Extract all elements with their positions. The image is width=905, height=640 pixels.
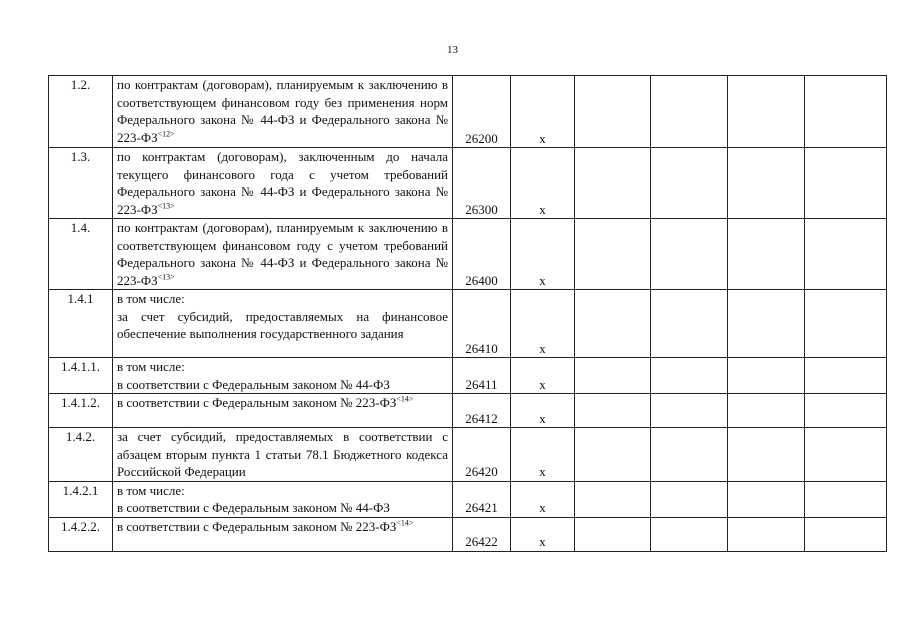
row-description — [113, 219, 453, 290]
row-prefix: в том числе: — [117, 482, 185, 498]
empty-cell — [728, 148, 805, 219]
row-prefix: в том числе: — [117, 359, 185, 374]
row-text: в соответствии с Федеральным законом № 223-ФЗ — [117, 395, 397, 410]
row-description — [113, 290, 453, 358]
empty-cell — [805, 290, 887, 358]
row-mark: x — [511, 517, 575, 551]
empty-cell — [651, 76, 728, 148]
empty-cell — [575, 517, 651, 551]
row-description — [113, 76, 453, 148]
empty-cell — [805, 358, 887, 394]
row-mark: x — [511, 148, 575, 219]
table-row — [49, 394, 887, 428]
table-row — [49, 219, 887, 290]
row-code: 26411 — [453, 358, 511, 394]
row-mark: x — [511, 481, 575, 517]
row-code: 26300 — [453, 148, 511, 219]
footnote-ref: <13> — [157, 201, 175, 211]
row-code: 26422 — [453, 517, 511, 551]
row-number: 1.3. — [49, 148, 113, 219]
empty-cell — [805, 428, 887, 482]
row-description — [113, 148, 453, 219]
empty-cell — [728, 358, 805, 394]
empty-cell — [805, 219, 887, 290]
row-number: 1.4.2. — [49, 428, 113, 482]
empty-cell — [575, 428, 651, 482]
row-text: в соответствии с Федеральным законом № 44-ФЗ — [117, 500, 390, 515]
empty-cell — [651, 219, 728, 290]
empty-cell — [805, 76, 887, 148]
empty-cell — [651, 481, 728, 517]
table-row — [49, 358, 887, 394]
row-code: 26412 — [453, 394, 511, 428]
report-table — [48, 75, 887, 552]
table-row — [49, 76, 887, 148]
row-text: в соответствии с Федеральным законом № 223-ФЗ — [117, 518, 397, 534]
row-text: по контрактам (договорам), заключенным до начала текущего финансового года с учетом требований Федерального закона № 44-ФЗ и Федерального закона № 223-ФЗ — [117, 149, 448, 217]
row-text: за счет субсидий, предоставляемых в соответствии с абзацем вторым пункта 1 статьи 78.1 Бюджетного кодекса Российской Федерации — [117, 429, 448, 479]
row-mark: x — [511, 428, 575, 482]
empty-cell — [805, 481, 887, 517]
row-code: 26200 — [453, 76, 511, 148]
row-description — [113, 428, 453, 482]
empty-cell — [728, 428, 805, 482]
row-number: 1.2. — [49, 76, 113, 148]
empty-cell — [805, 148, 887, 219]
empty-cell — [805, 394, 887, 428]
empty-cell — [575, 76, 651, 148]
footnote-ref: <13> — [157, 272, 175, 282]
row-prefix: в том числе: — [117, 291, 185, 306]
footnote-ref: <14> — [396, 394, 414, 404]
empty-cell — [575, 358, 651, 394]
row-number: 1.4.1.2. — [49, 394, 113, 428]
row-text: по контрактам (договорам), планируемым к заключению в соответствующем финансовом году без применения норм Федерального закона № 44-ФЗ и Федерального закона № 223-ФЗ — [117, 77, 448, 145]
row-text: по контрактам (договорам), планируемым к заключению в соответствующем финансовом году с учетом требований Федерального закона № 44-ФЗ и Федерального закона № 223-ФЗ — [117, 220, 448, 288]
row-number: 1.4.1.1. — [49, 358, 113, 394]
empty-cell — [728, 219, 805, 290]
table-row — [49, 517, 887, 551]
table-row — [49, 290, 887, 358]
row-description — [113, 394, 453, 428]
empty-cell — [728, 76, 805, 148]
row-number: 1.4.2.1 — [49, 481, 113, 517]
empty-cell — [651, 290, 728, 358]
page-number: 13 — [447, 44, 458, 56]
row-mark: x — [511, 76, 575, 148]
table-row — [49, 481, 887, 517]
row-mark: x — [511, 358, 575, 394]
row-code: 26410 — [453, 290, 511, 358]
footnote-ref: <12> — [157, 129, 175, 139]
row-description — [113, 517, 453, 551]
row-code: 26421 — [453, 481, 511, 517]
row-mark: x — [511, 394, 575, 428]
row-mark: x — [511, 290, 575, 358]
footnote-ref: <14> — [396, 518, 414, 528]
empty-cell — [728, 290, 805, 358]
empty-cell — [651, 517, 728, 551]
row-text: в соответствии с Федеральным законом № 44-ФЗ — [117, 376, 390, 392]
empty-cell — [575, 481, 651, 517]
row-description — [113, 481, 453, 517]
empty-cell — [651, 358, 728, 394]
table-row — [49, 428, 887, 482]
empty-cell — [651, 428, 728, 482]
empty-cell — [575, 394, 651, 428]
row-mark: x — [511, 219, 575, 290]
row-code: 26400 — [453, 219, 511, 290]
empty-cell — [728, 481, 805, 517]
row-number: 1.4.2.2. — [49, 517, 113, 551]
empty-cell — [651, 394, 728, 428]
row-number: 1.4. — [49, 219, 113, 290]
empty-cell — [575, 148, 651, 219]
empty-cell — [575, 290, 651, 358]
empty-cell — [805, 517, 887, 551]
empty-cell — [651, 148, 728, 219]
table-row — [49, 148, 887, 219]
empty-cell — [728, 517, 805, 551]
row-description — [113, 358, 453, 394]
row-code: 26420 — [453, 428, 511, 482]
row-number: 1.4.1 — [49, 290, 113, 358]
empty-cell — [575, 219, 651, 290]
row-text: за счет субсидий, предоставляемых на финансовое обеспечение выполнения государственного задания — [117, 308, 448, 341]
empty-cell — [728, 394, 805, 428]
